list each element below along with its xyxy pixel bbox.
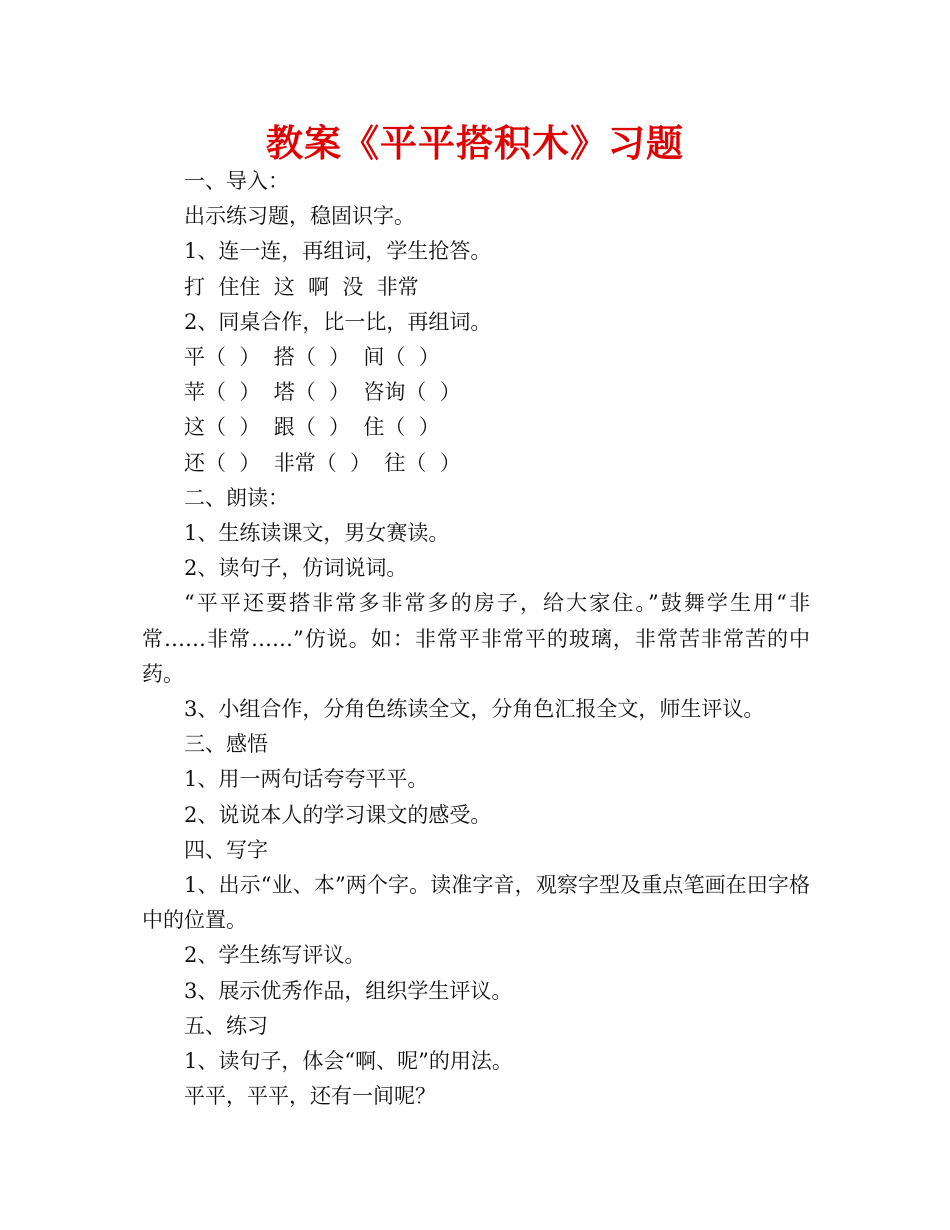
document-body — [142, 164, 810, 1114]
text-line: 2、学生练写评议。 — [184, 943, 366, 968]
exercise-line: 这（ ） 跟（ ） 住（ ） — [184, 415, 440, 440]
exercise-line: 还（ ） 非常（ ） 往（ ） — [184, 450, 461, 475]
section-heading-writing: 四、写字 — [184, 837, 268, 862]
paragraph-writing: 1、出示“业、本”两个字。读准字音，观察字型及重点笔画在田字格中的位置。 — [142, 873, 810, 933]
exercise-line: 苹（ ） 塔（ ） 咨询（ ） — [184, 380, 461, 405]
text-line: 打 住住 这 啊 没 非常 — [184, 274, 419, 299]
text-line: 3、小组合作，分角色练读全文，分角色汇报全文，师生评议。 — [184, 697, 765, 722]
section-heading-intro: 一、导入： — [184, 169, 289, 193]
text-line: 1、连一连，再组词，学生抢答。 — [184, 239, 492, 264]
text-line: 平平，平平，还有一间呢？ — [184, 1084, 436, 1109]
text-line: 2、说说本人的学习课文的感受。 — [184, 802, 492, 827]
text-line: 3、展示优秀作品，组织学生评议。 — [184, 978, 513, 1003]
section-heading-practice: 五、练习 — [184, 1013, 268, 1038]
text-line: 1、读句子，体会“啊、呢”的用法。 — [184, 1049, 513, 1074]
section-heading-reading: 二、朗读： — [184, 485, 289, 510]
text-line: 1、生练读课文，男女赛读。 — [184, 521, 450, 546]
document-title: 教案《平平搭积木》习题 — [266, 122, 684, 165]
text-line: 2、同桌合作，比一比，再组词。 — [184, 309, 492, 334]
text-line: 2、读句子，仿词说词。 — [184, 556, 408, 581]
text-line: 1、用一两句话夸夸平平。 — [184, 767, 429, 792]
exercise-line: 平（ ） 搭（ ） 间（ ） — [184, 345, 440, 370]
text-line: 出示练习题，稳固识字。 — [184, 204, 415, 229]
paragraph-quote: “平平还要搭非常多非常多的房子，给大家住。”鼓舞学生用“非常……非常……”仿说。如：非常平非常平的玻璃，非常苦非常苦的中药。 — [142, 591, 810, 686]
section-heading-reflection: 三、感悟 — [184, 732, 268, 757]
